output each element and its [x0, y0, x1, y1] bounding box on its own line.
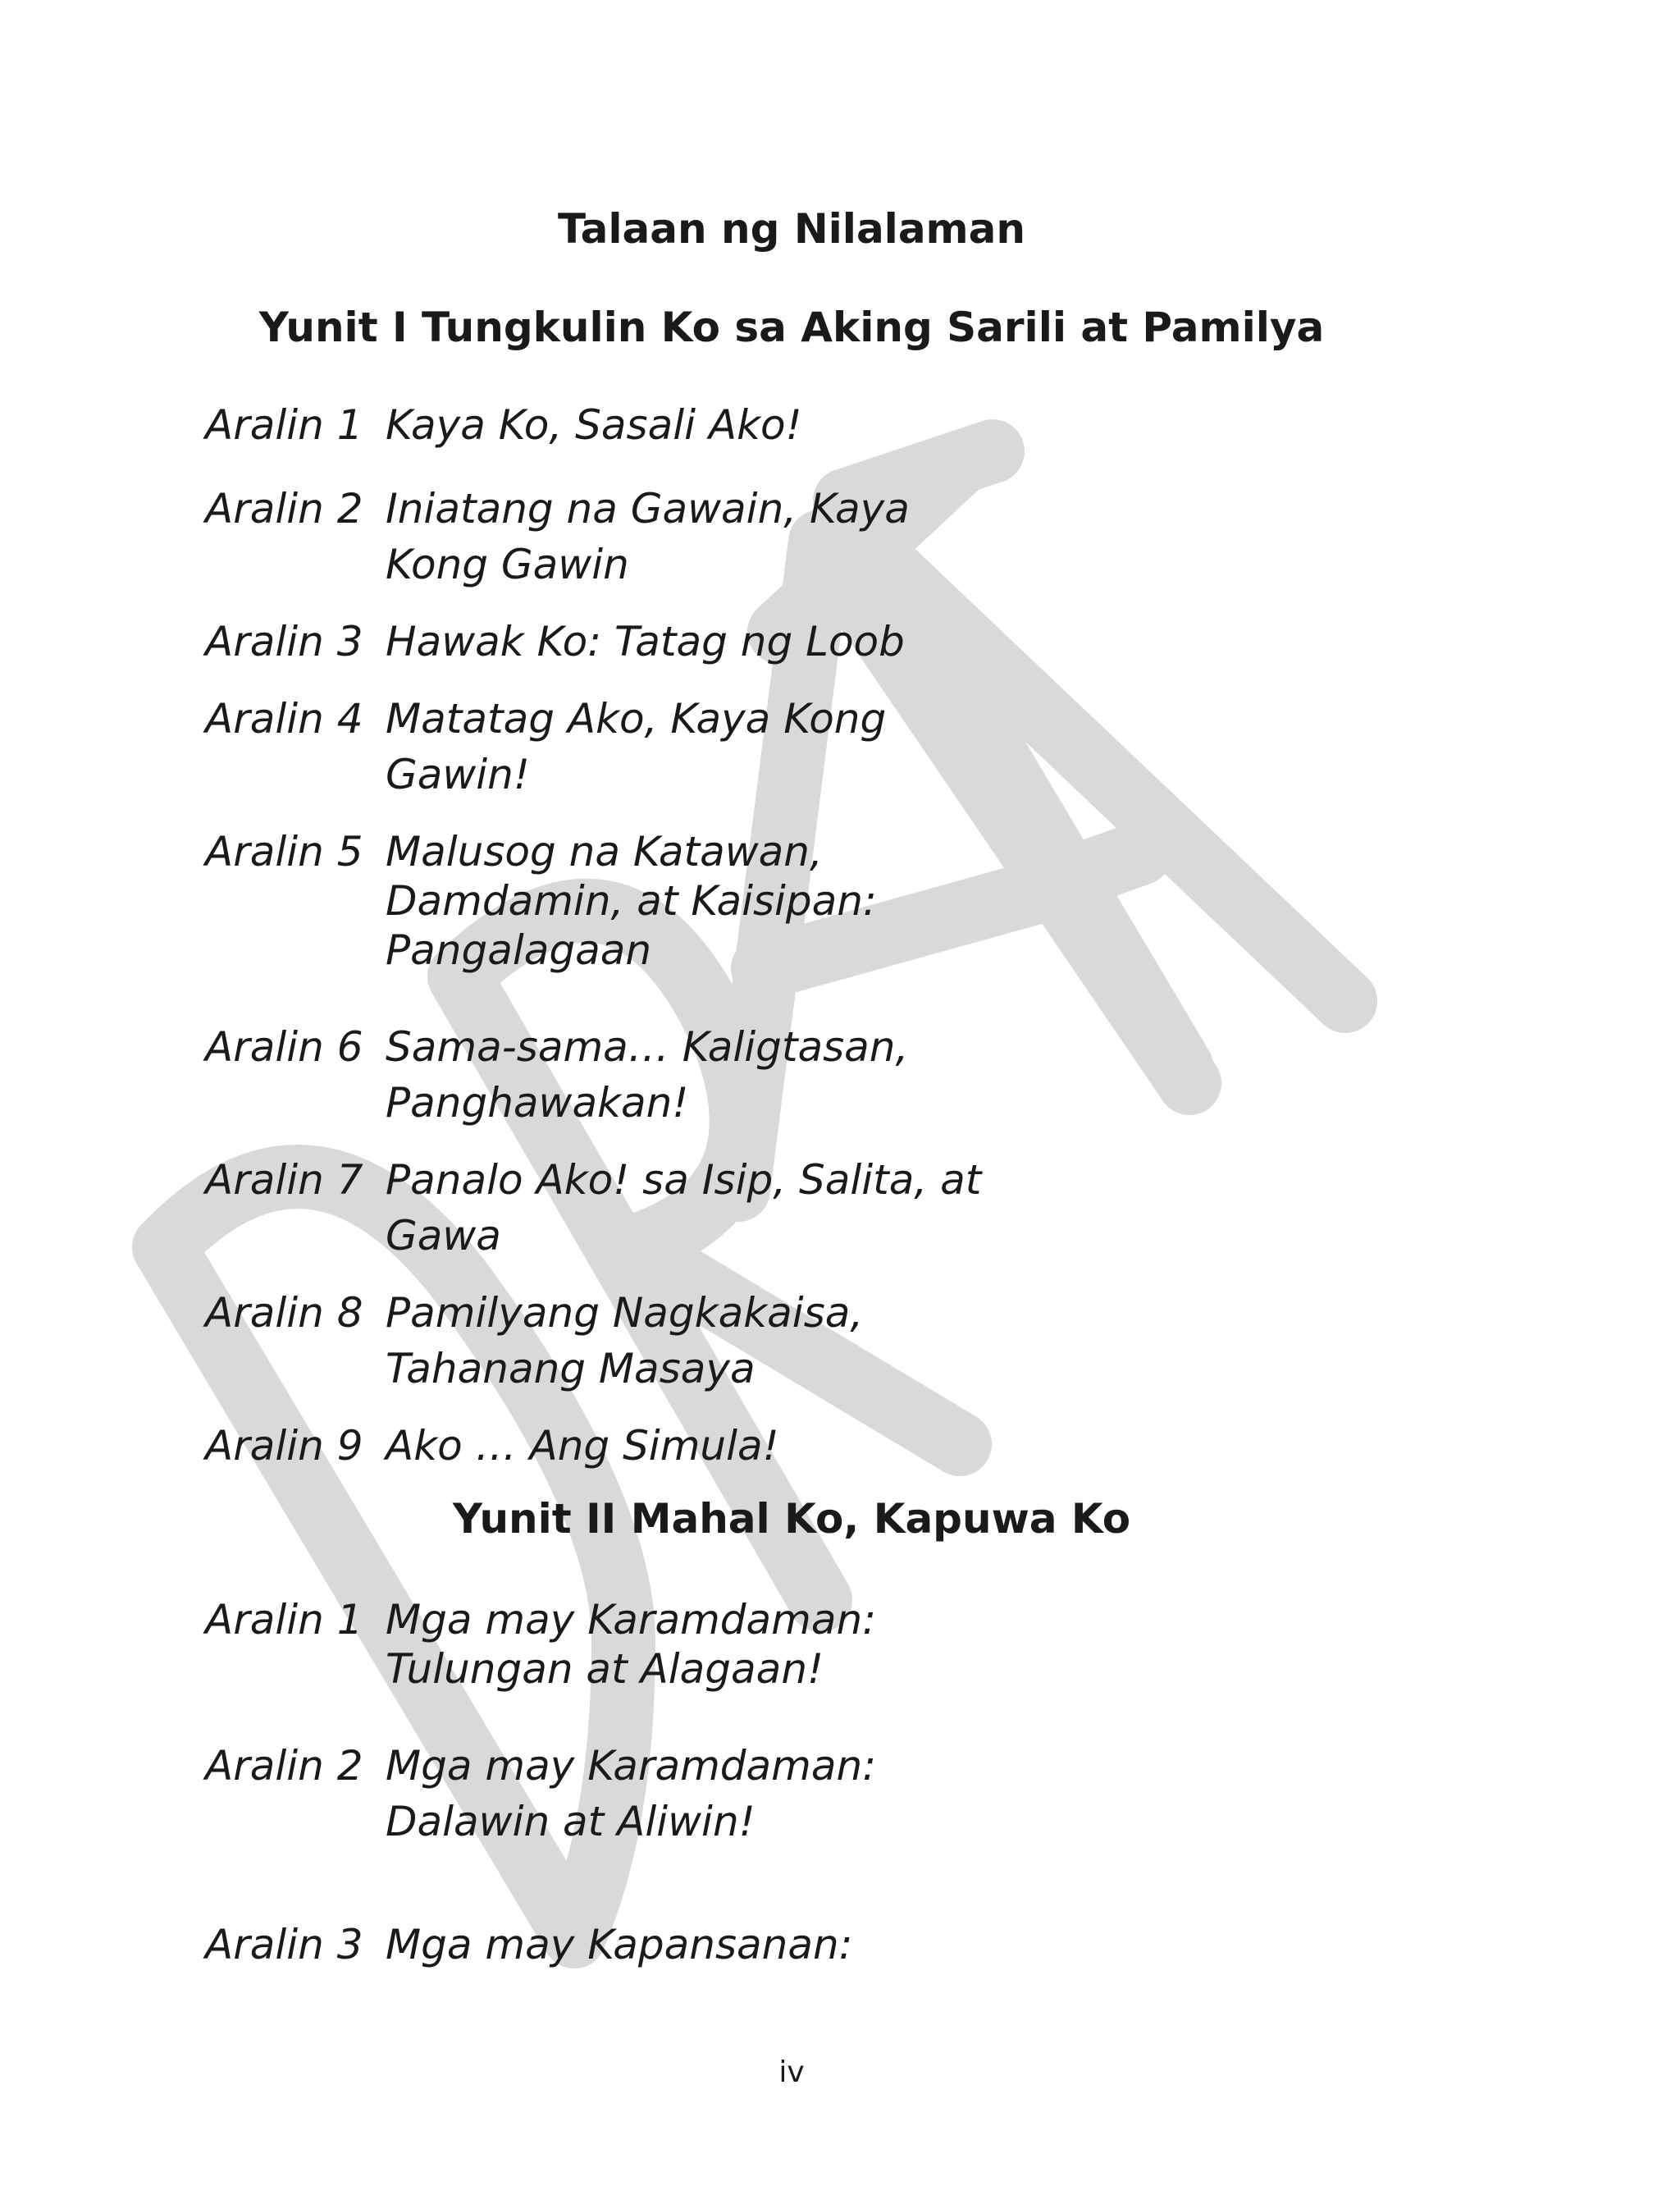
page-title: Talaan ng Nilalaman	[558, 205, 1025, 253]
unit-2-lesson-2-label: Aralin 2	[205, 1742, 363, 1790]
unit-1-lesson-1-label: Aralin 1	[205, 401, 363, 449]
unit-1-lesson-7-label: Aralin 7	[205, 1156, 363, 1204]
unit-1-lesson-9-label: Aralin 9	[205, 1422, 363, 1470]
unit-2-lesson-3-label: Aralin 3	[205, 1921, 363, 1968]
unit-1-lesson-5-label: Aralin 5	[205, 828, 363, 876]
page-number: iv	[778, 2055, 805, 2089]
unit-1-lesson-5-title: Malusog na Katawan, Damdamin, at Kaisipan: Pangalagaan	[386, 828, 877, 974]
unit-2-lesson-2-title: Mga may Karamdaman: Dalawin at Aliwin!	[386, 1742, 877, 1845]
unit-2-lesson-1-label: Aralin 1	[205, 1596, 363, 1644]
unit-1-lesson-7-title: Panalo Ako! sa Isip, Salita, at Gawa	[386, 1156, 982, 1260]
unit-1-lesson-6-title: Sama-sama… Kaligtasan, Panghawakan!	[386, 1023, 909, 1127]
unit-1-lesson-2-title: Iniatang na Gawain, Kaya Kong Gawin	[386, 485, 910, 588]
unit-1-lesson-6-label: Aralin 6	[205, 1023, 363, 1071]
unit-1-lesson-4-title: Matatag Ako, Kaya Kong Gawin!	[386, 695, 887, 798]
unit-1-lesson-4-label: Aralin 4	[205, 695, 363, 743]
unit-2-heading: Yunit II Mahal Ko, Kapuwa Ko	[452, 1495, 1131, 1543]
unit-1-lesson-2-label: Aralin 2	[205, 485, 363, 533]
unit-1-heading: Yunit I Tungkulin Ko sa Aking Sarili at Pamilya	[258, 304, 1325, 351]
unit-1-lesson-9-title: Ako … Ang Simula!	[386, 1422, 779, 1470]
unit-1-lesson-8-label: Aralin 8	[205, 1289, 363, 1337]
unit-2-lesson-1-title: Mga may Karamdaman: Tulungan at Alagaan!	[386, 1596, 877, 1693]
unit-1-lesson-1-title: Kaya Ko, Sasali Ako!	[386, 401, 802, 449]
unit-1-lesson-3-title: Hawak Ko: Tatag ng Loob	[386, 618, 905, 665]
unit-1-lesson-3-label: Aralin 3	[205, 618, 363, 665]
unit-1-lesson-8-title: Pamilyang Nagkakaisa, Tahanang Masaya	[386, 1289, 864, 1392]
unit-2-lesson-3-title: Mga may Kapansanan:	[386, 1921, 853, 1968]
